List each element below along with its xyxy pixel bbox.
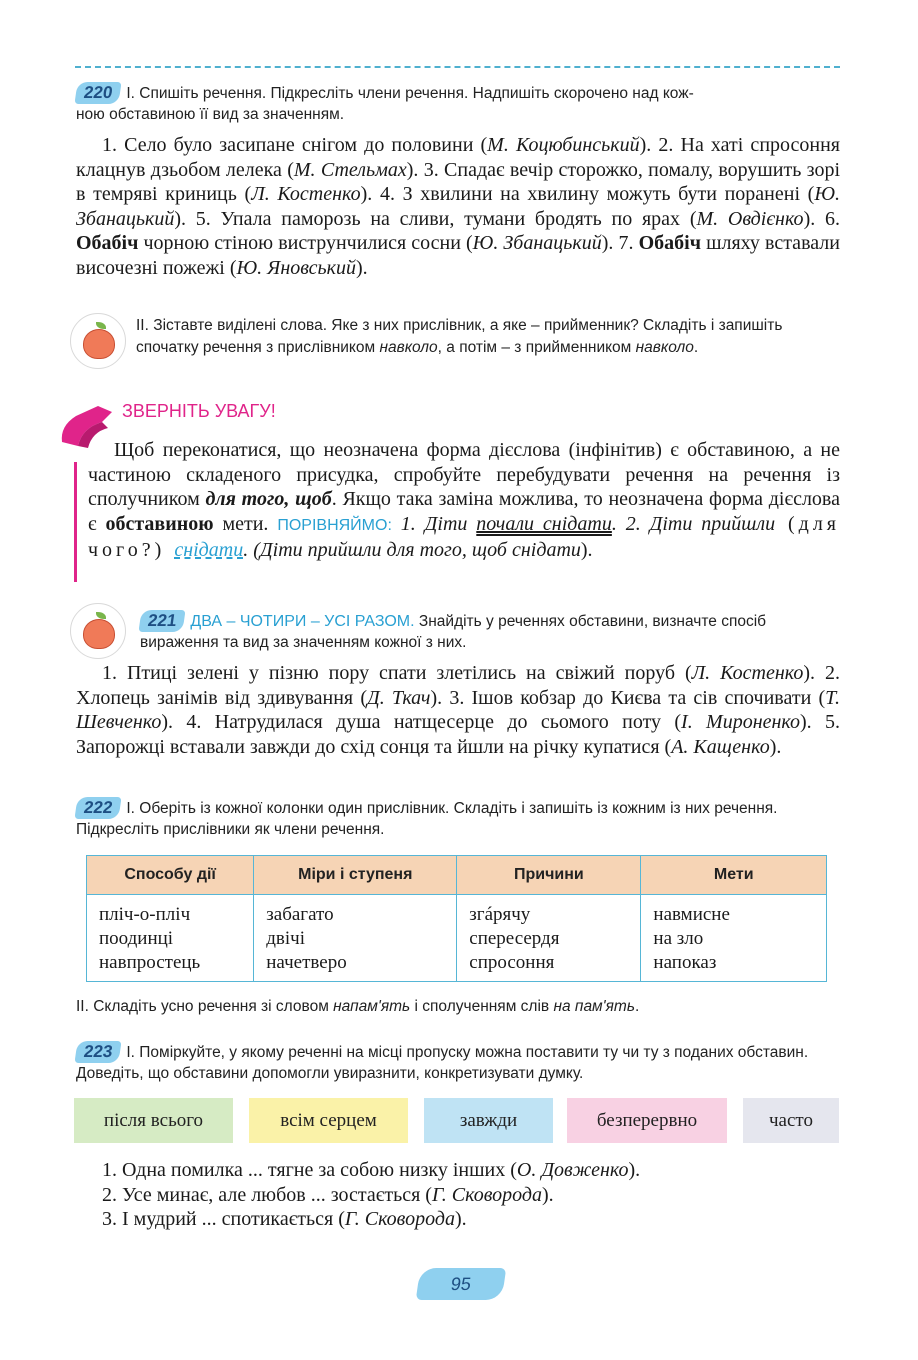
table-cell: згáрячу спересердя спросоння: [457, 895, 641, 982]
exercise-222-task: 222 І. Оберіть із кожної колонки один прислівник. Складіть і запишіть із кожним із них речення. Підкресліть прислівники як члени речення.: [76, 798, 778, 838]
exercise-221-task: 221 ДВА – ЧОТИРИ – УСІ РАЗОМ. Знайдіть у реченнях обставини, визначте спосіб вираження та вид за значенням кожної з них.: [140, 611, 767, 651]
exercise-220-task-2: ІІ. Зіставте виділені слова. Яке з них прислівник, а яке – прийменник? Складіть і запишіть спочатку речення з прислівником навколо, а потім – з прийменником навколо.: [136, 317, 783, 356]
word-box: всім серцем: [249, 1098, 408, 1143]
word-box: завжди: [424, 1098, 553, 1143]
apple-icon: [70, 603, 126, 659]
apple-icon: [70, 313, 126, 369]
exercise-221-sentences: 1. Птиці зелені у пізню пору спати злетілись на свіжий поруб (Л. Костенко). 2. Хлопець занімів від здивування (Д. Ткач). 3. Ішов кобзар до Києва та сів спочивати (Т. Шевченко). 4. Натрудилася душа натщесерце до сьомого поту (І. Мироненко). 5. Запорожці вставали завжди до схід сонця та йшли на річку купатися (А. Кащенко).: [76, 662, 841, 758]
page-number: 95: [416, 1268, 506, 1300]
table-header-cell: Способу дії: [87, 856, 254, 895]
word-box: після всього: [74, 1098, 233, 1143]
exercise-223-sentences: 1. Одна помилка ... тягне за собою низку інших (О. Довженко). 2. Усе минає, але любов ... зостається (Г. Сковорода). 3. І мудрий ... спотикається (Г. Сковорода).: [102, 1159, 641, 1230]
table-cell: забагато двічі начетверо: [254, 895, 457, 982]
table-header-cell: Причини: [457, 856, 641, 895]
table-cell: пліч-о-пліч поодинці навпростець: [87, 895, 254, 982]
exercise-number-badge: 221: [138, 610, 185, 632]
exercise-220-instruction-line1: І. Спишіть речення. Підкресліть члени речення. Надпишіть скорочено над кож-: [126, 85, 694, 102]
exercise-number-badge: 223: [74, 1041, 121, 1063]
table-header-cell: Міри і ступеня: [254, 856, 457, 895]
attention-side-bar: [74, 462, 77, 582]
table-row: [87, 895, 827, 982]
attention-title: ЗВЕРНІТЬ УВАГУ!: [122, 401, 276, 421]
table-header-cell: Мети: [641, 856, 827, 895]
word-box: безперервно: [567, 1098, 727, 1143]
adverbs-table: [86, 855, 827, 982]
attention-text: Щоб переконатися, що неозначена форма дієслова (інфінітив) є обставиною, а не частиною складеного присудка, спробуйте перебудувати речення на речення із сполучником для того, щоб. Якщо така заміна можлива, то неозначена форма дієслова є обставиною мети. ПОРІВНЯЙМО: 1. Діти почали снідати. 2. Діти прийшли (для чого?) снідати. (Діти прийшли для того, щоб снідати).: [88, 439, 841, 561]
exercise-220-instruction-line2: ною обставиною її вид за значенням.: [76, 106, 345, 123]
exercise-number-badge: 222: [74, 797, 121, 819]
table-header-row: [87, 856, 827, 895]
exercise-223-task: 223 І. Поміркуйте, у якому реченні на місці пропуску можна поставити ту чи ту з поданих обставин. Доведіть, що обставини допомогли увиразнити, конкретизувати думку.: [76, 1042, 809, 1082]
table-cell: навмисне на зло напоказ: [641, 895, 827, 982]
exercise-222-task-2: ІІ. Складіть усно речення зі словом напам'ять і сполученням слів на пам'ять.: [76, 998, 640, 1015]
exercise-220-task: [76, 82, 840, 125]
exercise-220-sentences: 1. Село було засипане снігом до половини (М. Коцюбинський). 2. На хаті спросоння клацнув дзьобом лелека (М. Стельмах). 3. Спадає вечір сторожко, помалу, ворушить зорі в темряві криниць (Л. Костенко). 4. З хвилини на хвилину можуть бути поранені (Ю. Збанацький). 5. Упала паморозь на сливи, тумани бродять по ярах (М. Овдієнко). 6. Обабіч чорною стіною виструнчилися сосни (Ю. Збанацький). 7. Обабіч шляху вставали височезні пожежі (Ю. Яновський).: [76, 134, 840, 279]
top-dashed-divider: [75, 66, 840, 68]
word-box: часто: [743, 1098, 839, 1143]
exercise-number-badge: 220: [74, 82, 121, 104]
